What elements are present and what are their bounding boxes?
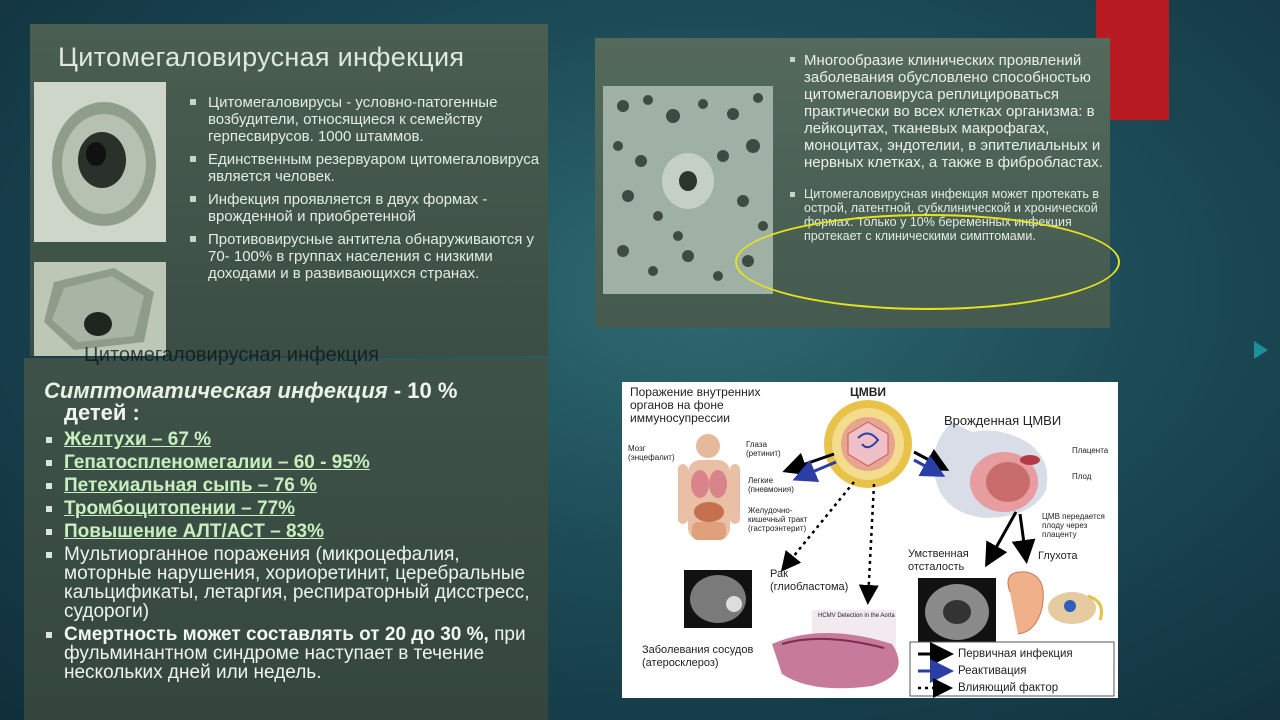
highlight-ellipse	[735, 214, 1120, 310]
mortality-rest: при фульминантном синдроме наступает в течение нескольких дней или недель.	[64, 624, 526, 683]
label-fetus: Плод	[1072, 472, 1092, 481]
list-item: Повышение АЛТ/АСТ – 83%	[44, 522, 544, 541]
panel-title: Цитомегаловирусная инфекция	[58, 42, 465, 72]
list-item-highlighted: Цитомегаловирусная инфекция может протекать в острой, латентной, субклинической и хронической формах. Только у 10% беременных инфекция протекает с клиническими симптомами.	[790, 187, 1110, 243]
label-hcmv-aorta: HCMV Detection in the Aorta	[818, 613, 895, 619]
slide-panel-overview	[30, 24, 548, 356]
list-item: Единственным резервуаром цитомегаловируса является человек.	[190, 151, 540, 185]
label-vascular: Заболевания сосудов (атеросклероз)	[642, 644, 754, 669]
infected-cell-image-2	[34, 262, 166, 356]
brain-scan-image-2	[918, 578, 996, 646]
legend-factor: Влияющий фактор	[958, 682, 1059, 694]
list-item: Петехиальная сыпь – 76 %	[44, 476, 544, 495]
diagram-center-label: ЦМВИ	[850, 385, 887, 399]
label-transfer: ЦМВ передается плоду через плаценту	[1042, 512, 1105, 539]
label-retardation: Умственная отсталость	[908, 548, 969, 573]
list-item: Мультиорганное поражения (микроцефалия, моторные нарушения, хориоретинит, церебральные кальцификаты, летаргия, респираторный дисстресс, судороги)	[44, 545, 544, 621]
label-placenta: Плацента	[1072, 446, 1109, 455]
legend-primary: Первичная инфекция	[958, 648, 1073, 660]
overview-bullet-list	[190, 94, 540, 288]
label-lungs: Легкие (пневмония)	[748, 476, 794, 494]
infected-cell-image	[34, 82, 166, 242]
diagram-title-left: Поражение внутренних органов на фоне иммуносупрессии	[630, 385, 761, 425]
virus-icon	[824, 400, 912, 488]
label-gi: Желудочно-кишечный тракт (гастроэнтерит)	[748, 506, 808, 533]
list-item: Тромбоцитопении – 77%	[44, 499, 544, 518]
list-item: Инфекция проявляется в двух формах - врожденной и приобретенной	[190, 191, 540, 225]
list-item: Желтухи – 67 %	[44, 430, 544, 449]
ear-illustration	[1008, 572, 1102, 634]
label-eyes: Глаза (ретинит)	[746, 440, 781, 458]
mortality-bold: Смертность может составлять от 20 до 30 %,	[64, 624, 489, 645]
list-item: Гепатоспленомегалии – 60 - 95%	[44, 453, 544, 472]
label-cancer: Рак (глиобластома)	[770, 568, 849, 593]
cmv-diagram	[622, 382, 1118, 698]
symptoms-list	[44, 430, 544, 686]
triangle-arrow-icon	[1254, 341, 1268, 359]
list-item: Противовирусные антитела обнаруживаются у 70- 100% в группах населения с низкими доходами и в развивающихся странах.	[190, 231, 540, 282]
brain-scan-image	[684, 570, 752, 628]
label-deafness: Глухота	[1038, 550, 1078, 562]
list-item	[44, 625, 544, 682]
heading-sub: детей :	[64, 400, 140, 425]
list-item: Многообразие клинических проявлений заболевания обусловлено способностью цитомегаловируса реплицироваться практически во всех клетках организма: в лейкоцитах, тканевых макрофагах, моноцитах, эндотелии, в эпителиальных и нервных клетках, а также в фибробластах.	[790, 52, 1110, 171]
heading-italic: Симптоматическая инфекция	[44, 378, 388, 403]
ghost-title: Цитомегаловирусная инфекция	[84, 344, 379, 366]
diagram-title-right: Врожденная ЦМВИ	[944, 413, 1062, 428]
slide-panel-symptoms	[24, 344, 548, 720]
human-body-illustration	[678, 434, 740, 540]
symptoms-heading	[44, 380, 457, 424]
legend-reactivation: Реактивация	[958, 665, 1027, 677]
heading-percent: - 10 %	[387, 378, 458, 403]
label-brain: Мозг (энцефалит)	[628, 444, 675, 462]
pregnancy-illustration	[933, 422, 1047, 518]
list-item: Цитомегаловирусы - условно-патогенные возбудители, относящиеся к семейству герпесвирусов. 1000 штаммов.	[190, 94, 540, 145]
aorta-illustration	[772, 610, 899, 688]
